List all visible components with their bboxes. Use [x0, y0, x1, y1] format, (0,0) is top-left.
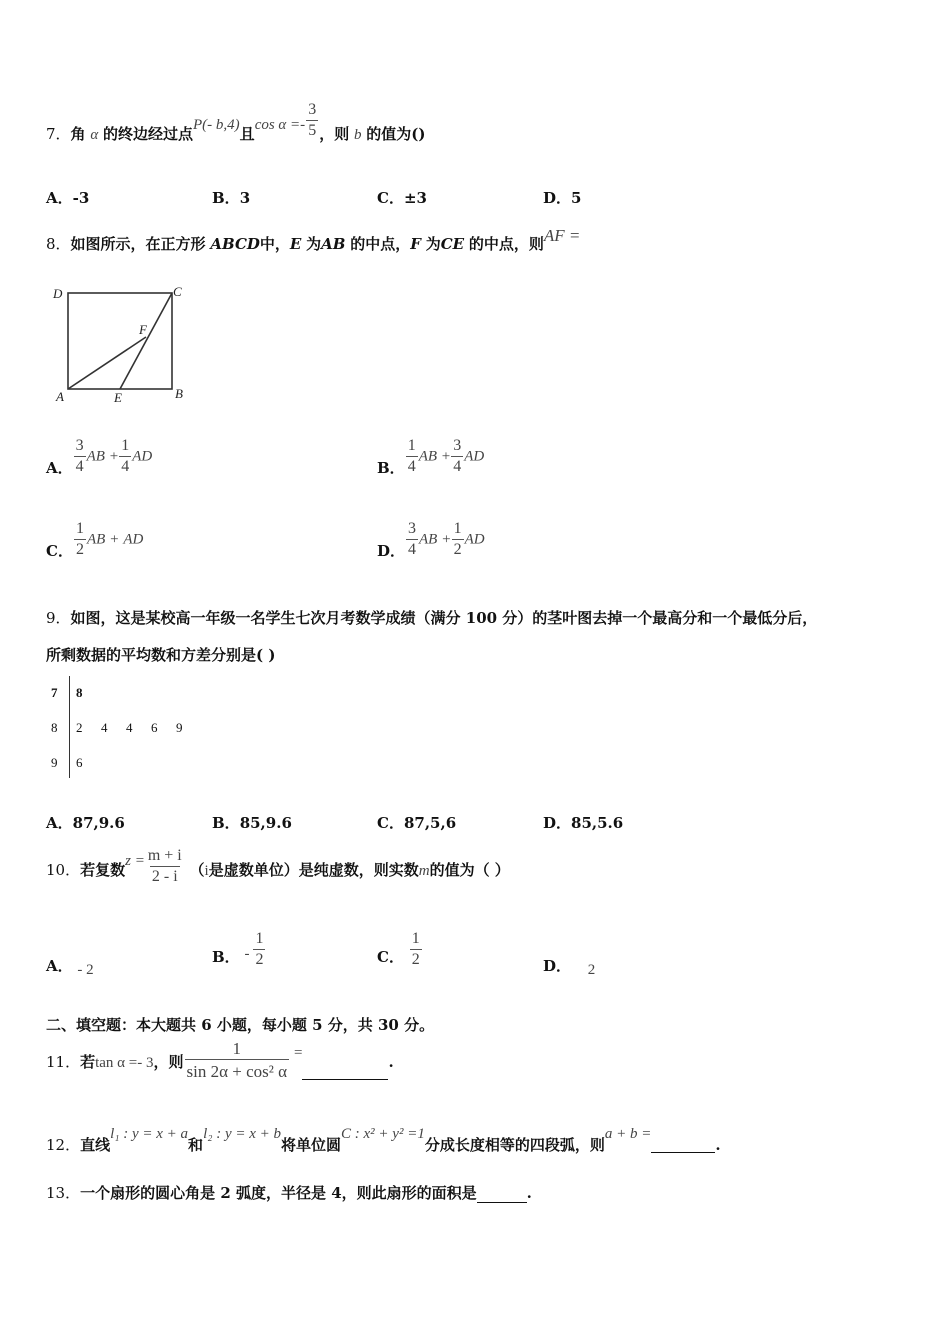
leaf: 6: [151, 720, 158, 735]
q7-option-c[interactable]: C．±3: [377, 189, 427, 207]
leaf: 2: [76, 720, 83, 735]
q7-option-d[interactable]: D．5: [543, 189, 582, 207]
q10-option-b[interactable]: B． - $\frac{1}{2}$: [212, 930, 264, 968]
q9-option-b[interactable]: B．85,9.6: [212, 814, 292, 832]
af-expr: AF =: [543, 226, 581, 245]
question-7: 7．角 α 的终边经过点P(- b,4)且cos α =- $\frac{3}{5}$ ，则 b 的值为(): [46, 101, 426, 143]
segment-ec: [120, 293, 172, 389]
question-10: 10．若复数z = $\frac{m + i}{2 - i}$ （i是虚数单位）是纯虚数，则实数m的值为（ ）: [46, 847, 510, 885]
question-number: 7．: [46, 124, 71, 143]
q9-option-c[interactable]: C．87,5,6: [377, 814, 457, 832]
q9-option-a[interactable]: A．87,9.6: [46, 814, 125, 832]
stem-leaf-plot: [46, 676, 206, 780]
label-e: E: [114, 390, 122, 405]
cos-expr: cos α =-: [254, 116, 306, 133]
answer-blank[interactable]: [477, 1186, 527, 1203]
q10-option-a[interactable]: A． - 2: [46, 957, 94, 978]
q9-option-d[interactable]: D．85,5.6: [543, 814, 624, 832]
question-12: 12．直线l₁ : y = x + a和l₂ : y = x + b将单位圆C : x² + y² =1分成长度相等的四段弧，则a + b =.: [46, 1126, 721, 1154]
q7-option-a[interactable]: A．-3: [46, 189, 90, 207]
alpha-symbol: α: [90, 126, 99, 143]
answer-blank[interactable]: [302, 1059, 388, 1080]
label-c: C: [173, 284, 182, 299]
stem-8: 8: [51, 720, 58, 735]
point-p: P(- b,4): [193, 116, 240, 133]
q10-option-d[interactable]: D． 2: [543, 957, 596, 978]
section-2-heading: 二、填空题：本大题共 6 小题，每小题 5 分，共 30 分。: [46, 1016, 435, 1034]
question-9-line1: 9．如图，这是某校高一年级一名学生七次月考数学成绩（满分 100 分）的茎叶图去掉一个最高分和一个最低分后，: [46, 609, 818, 627]
leaf: 6: [76, 755, 83, 770]
label-d: D: [53, 286, 63, 301]
q10-option-c[interactable]: C． $\frac{1}{2}$: [377, 930, 420, 968]
square-abcd: [68, 293, 172, 389]
question-9-line2: 所剩数据的平均数和方差分别是( ): [46, 646, 276, 664]
stem-7: 7: [51, 685, 58, 700]
q8-option-c[interactable]: C． $\frac{1}{2}$ AB + AD: [46, 520, 144, 560]
question-11: 11．若tan α =- 3，则 $\frac{1}{\text{sin 2α + cos² α}}$ = .: [46, 1039, 394, 1081]
q8-option-a[interactable]: A． $\frac{3}{4}$ AB + $\frac{1}{4}$ AD: [46, 437, 153, 477]
leaf: 8: [76, 685, 83, 700]
q7-option-b[interactable]: B．3: [212, 189, 251, 207]
leaf: 4: [126, 720, 133, 735]
leaf: 9: [176, 720, 183, 735]
question-number: 8．: [46, 235, 71, 253]
label-b: B: [175, 386, 183, 401]
stem-9: 9: [51, 755, 58, 770]
stem-divider: [69, 676, 70, 778]
q8-option-d[interactable]: D． $\frac{3}{4}$ AB + $\frac{1}{2}$ AD: [377, 520, 485, 560]
square-figure: [46, 280, 196, 410]
q8-option-b[interactable]: B． $\frac{1}{4}$ AB + $\frac{3}{4}$ AD: [377, 437, 485, 477]
label-f: F: [139, 322, 147, 337]
question-13: 13．一个扇形的圆心角是 2 弧度，半径是 4，则此扇形的面积是 .: [46, 1184, 532, 1202]
fraction: $\frac{3}{5}$: [308, 101, 317, 139]
question-8: 8．如图所示，在正方形 ABCD中，E 为AB 的中点，F 为CE 的中点，则AF =: [46, 226, 581, 253]
label-a: A: [56, 389, 64, 404]
answer-blank[interactable]: [651, 1134, 715, 1153]
leaf: 4: [101, 720, 108, 735]
